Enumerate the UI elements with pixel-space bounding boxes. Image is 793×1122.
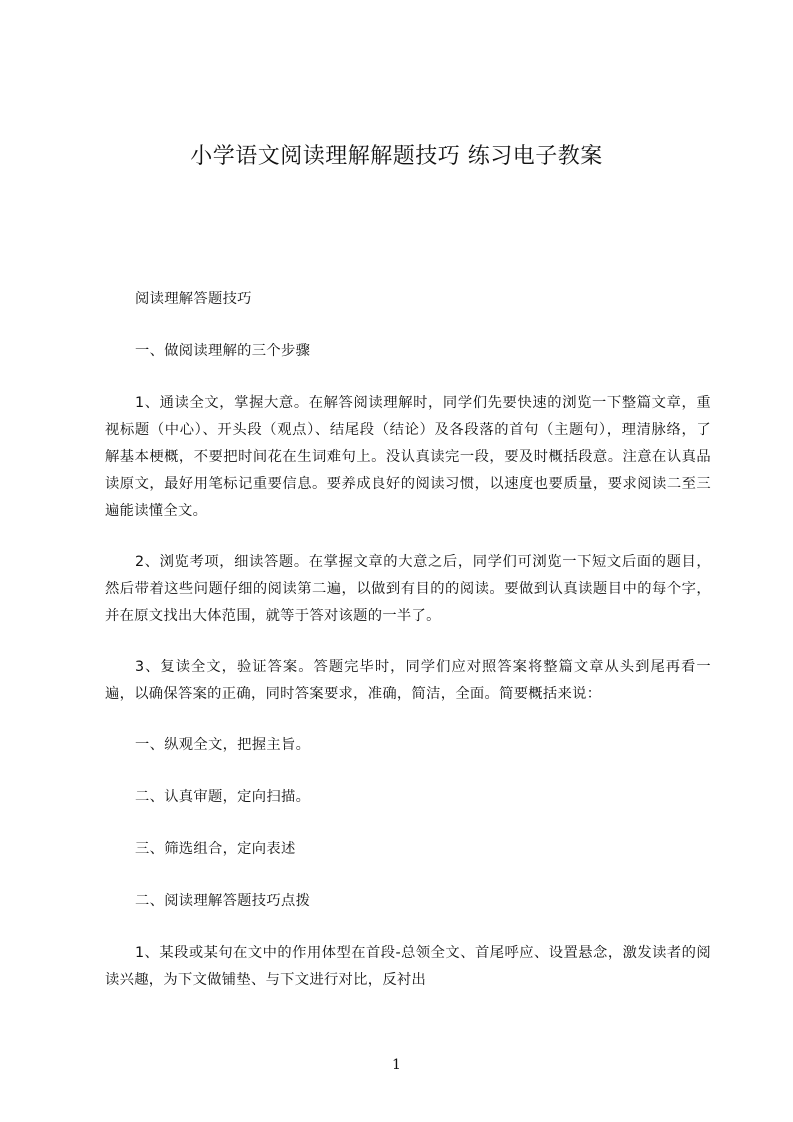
paragraph-step-3: 3、复读全文，验证答案。答题完毕时，同学们应对照答案将整篇文章从头到尾再看一遍，以确保答案的正确，同时答案要求，准确，简洁，全面。简要概括来说： bbox=[105, 659, 711, 702]
paragraph-step-2: 2、浏览考项，细读答题。在掌握文章的大意之后，同学们可浏览一下短文后面的题目，然后带着这些问题仔细的阅读第二遍，以做到有目的的阅读。要做到认真读题目中的每个字，并在原文找出大体范围，就等于答对该题的一半了。 bbox=[105, 554, 711, 624]
summary-point-2: 二、认真审题，定向扫描。 bbox=[135, 789, 311, 805]
section-heading-tips-guidance: 二、阅读理解答题技巧点拨 bbox=[135, 893, 311, 909]
summary-point-3: 三、筛选组合，定向表述 bbox=[135, 841, 296, 857]
paragraph-step-1: 1、通读全文，掌握大意。在解答阅读理解时，同学们先要快速的浏览一下整篇文章，重视标题（中心）、开头段（观点）、结尾段（结论）及各段落的首句（主题句），理清脉络，了解基本梗概，不要把时间花在生词难句上。没认真读完一段，要及时概括段意。注意在认真品读原文，最好用笔标记重要信息。要养成良好的阅读习惯，以速度也要质量，要求阅读二至三遍能读懂全文。 bbox=[105, 395, 711, 519]
paragraph-tip-1: 1、某段或某句在文中的作用体型在首段-总领全文、首尾呼应、设置悬念，激发读者的阅读兴趣，为下文做铺垫、与下文进行对比，反衬出 bbox=[105, 945, 711, 988]
document-body bbox=[105, 286, 711, 1018]
section-heading-reading-tips: 阅读理解答题技巧 bbox=[135, 291, 252, 307]
section-heading-three-steps: 一、做阅读理解的三个步骤 bbox=[135, 343, 311, 359]
document-title: 小学语文阅读理解解题技巧 练习电子教案 bbox=[190, 144, 603, 169]
summary-point-1: 一、纵观全文，把握主旨。 bbox=[135, 737, 311, 753]
page-number: 1 bbox=[392, 1057, 401, 1073]
